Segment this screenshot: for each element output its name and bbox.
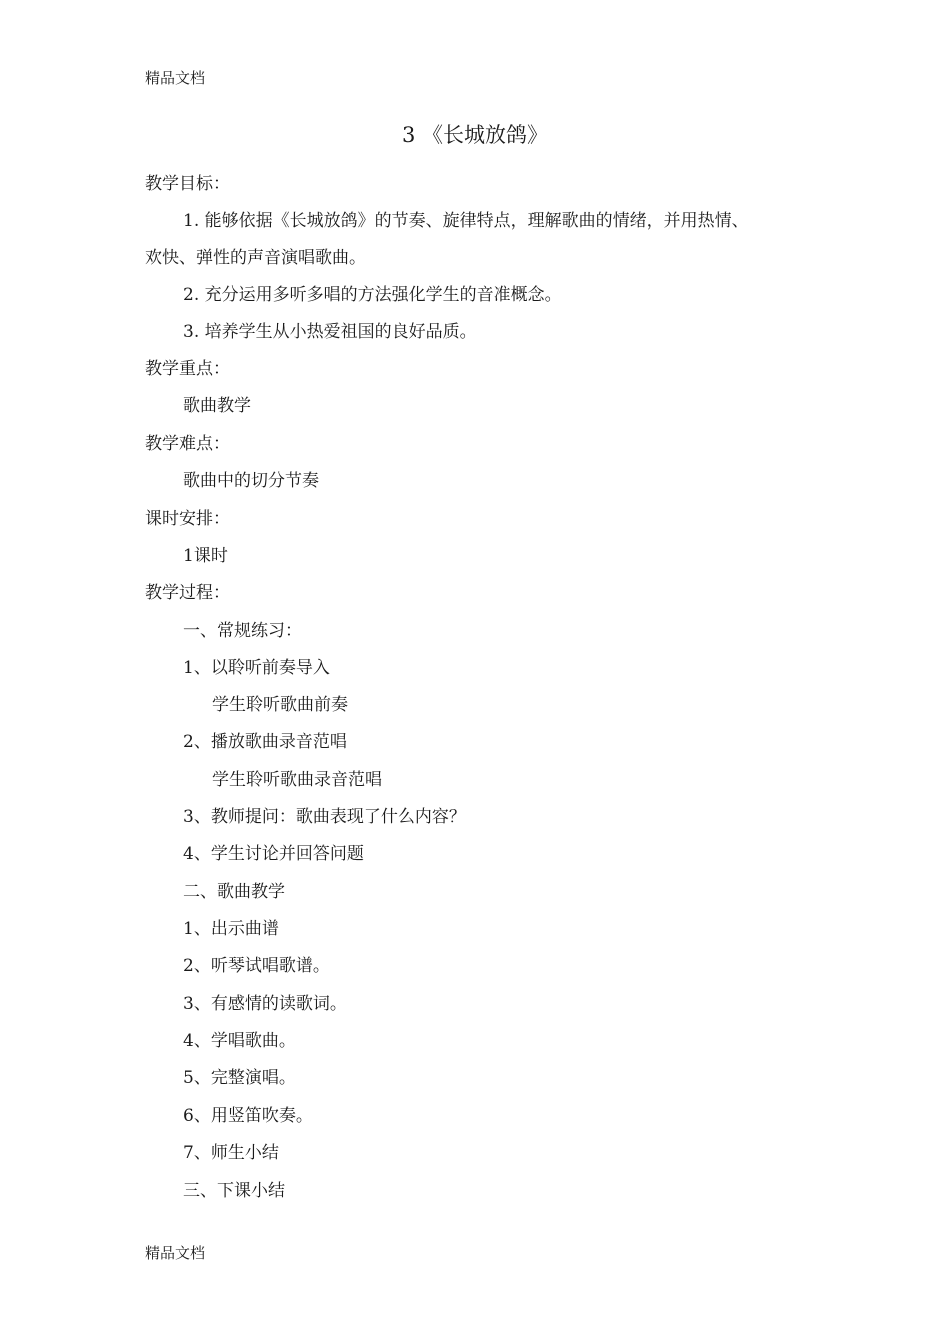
- objective-item-1: 1. 能够依据《长城放鸽》的节奏、旋律特点，理解歌曲的情绪，并用热情、: [183, 211, 749, 231]
- schedule-heading: 课时安排：: [145, 509, 230, 529]
- process-part2-step: 6、用竖笛吹奏。: [183, 1106, 313, 1126]
- process-part2-title: 二、歌曲教学: [183, 882, 285, 902]
- process-part2-step: 3、有感情的读歌词。: [183, 994, 347, 1014]
- header-note: 精品文档: [145, 69, 206, 87]
- objectives-heading: 教学目标：: [145, 174, 230, 194]
- process-part1-step3: 3、教师提问：歌曲表现了什么内容？: [183, 807, 466, 827]
- difficulties-heading: 教学难点：: [145, 434, 230, 454]
- process-part1-step2: 2、播放歌曲录音范唱: [183, 732, 347, 752]
- key-points-heading: 教学重点：: [145, 359, 230, 379]
- process-part2-step: 2、听琴试唱歌谱。: [183, 956, 330, 976]
- objective-item-2: 2. 充分运用多听多唱的方法强化学生的音准概念。: [183, 285, 562, 305]
- process-part1-step4: 4、学生讨论并回答问题: [183, 844, 364, 864]
- key-points-content: 歌曲教学: [183, 396, 251, 416]
- process-part1-step1-detail: 学生聆听歌曲前奏: [212, 695, 348, 715]
- process-part2-step: 5、完整演唱。: [183, 1068, 296, 1088]
- process-part1-title: 一、常规练习：: [183, 621, 302, 641]
- objective-item-1-continued: 欢快、弹性的声音演唱歌曲。: [145, 248, 366, 268]
- process-part2-step: 1、出示曲谱: [183, 919, 279, 939]
- document-title: 3 《长城放鸽》: [401, 123, 549, 147]
- footer-note: 精品文档: [145, 1244, 206, 1262]
- process-heading: 教学过程：: [145, 583, 230, 603]
- difficulties-content: 歌曲中的切分节奏: [183, 471, 319, 491]
- schedule-content: 1课时: [183, 546, 228, 566]
- process-part1-step2-detail: 学生聆听歌曲录音范唱: [212, 770, 382, 790]
- process-part3-title: 三、下课小结: [183, 1181, 285, 1201]
- process-part2-step: 7、师生小结: [183, 1143, 279, 1163]
- objective-item-3: 3. 培养学生从小热爱祖国的良好品质。: [183, 322, 477, 342]
- process-part1-step1: 1、以聆听前奏导入: [183, 658, 330, 678]
- process-part2-step: 4、学唱歌曲。: [183, 1031, 296, 1051]
